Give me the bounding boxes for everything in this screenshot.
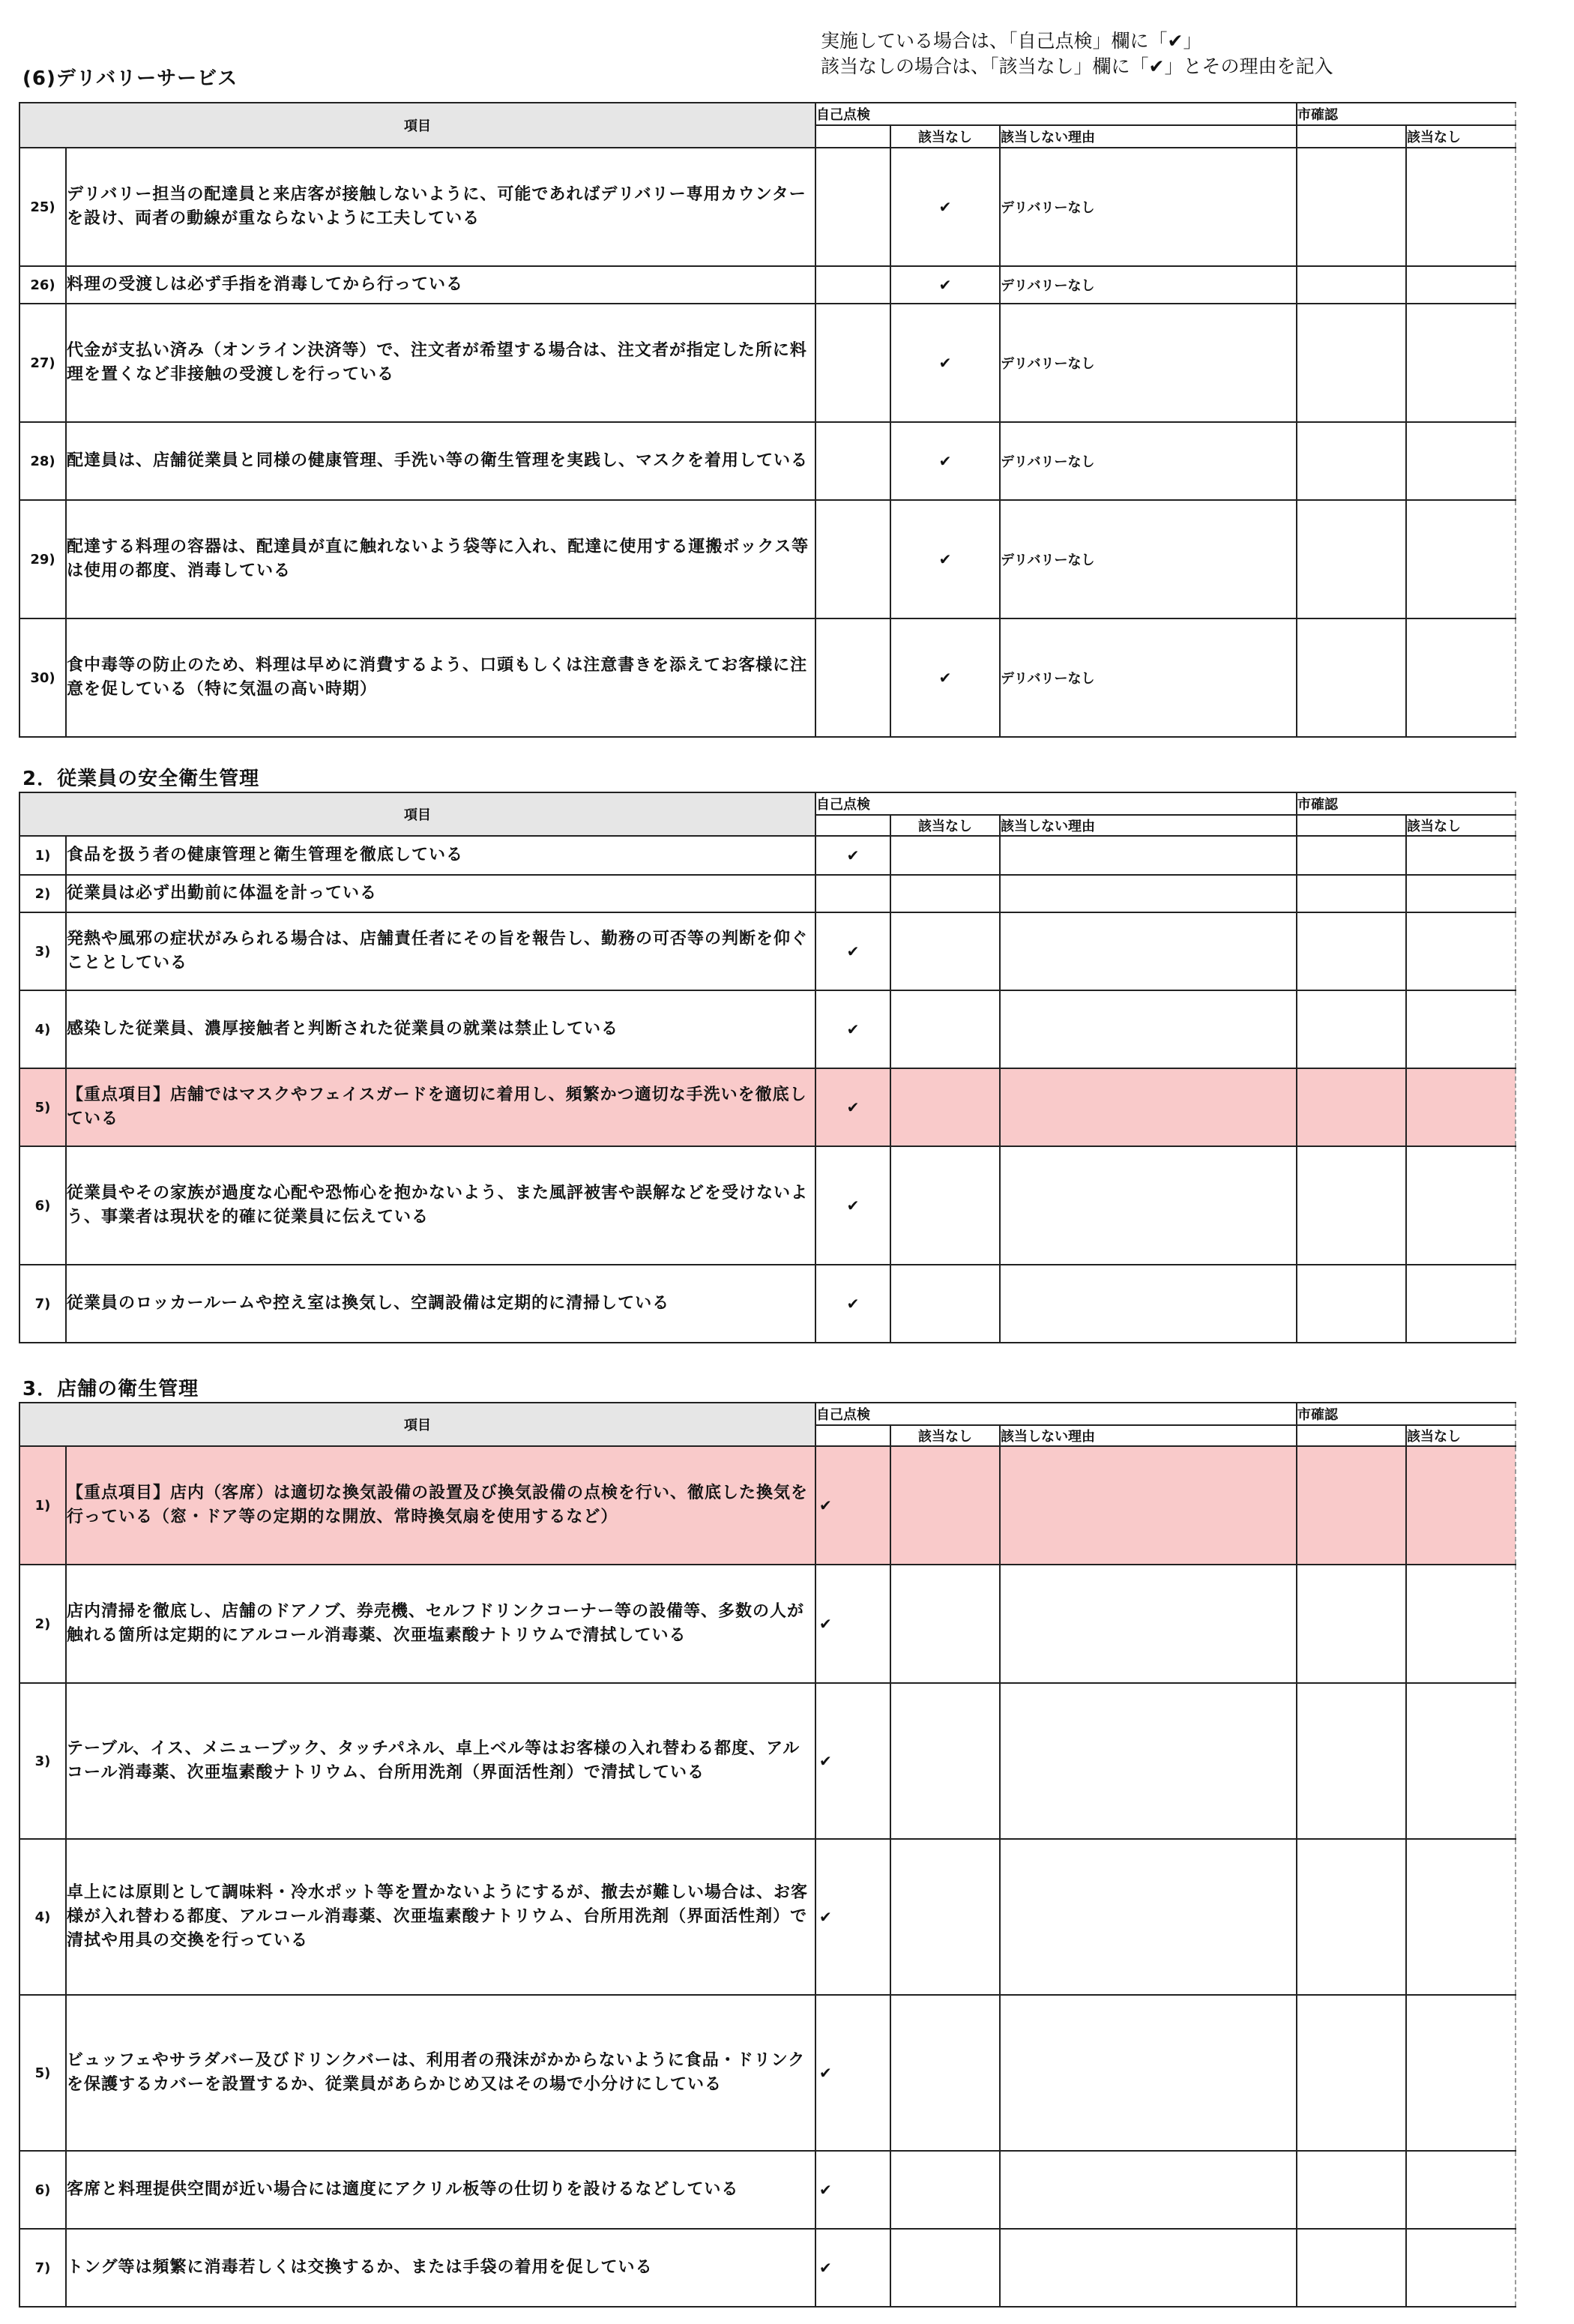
checklist-row xyxy=(19,2151,1516,2229)
city-not-applicable-header: 該当なし xyxy=(1406,1425,1516,1446)
item-text: 従業員のロッカールームや控え室は換気し、空調設備は定期的に清掃している xyxy=(66,1265,815,1343)
reason-cell[interactable] xyxy=(1000,2229,1297,2307)
item-text: 感染した従業員、濃厚接触者と判断された従業員の就業は禁止している xyxy=(66,990,815,1068)
instruction-note xyxy=(821,28,1333,79)
city-check-cell[interactable] xyxy=(1297,148,1406,266)
reason-cell[interactable]: デリバリーなし xyxy=(1000,500,1297,618)
city-not-applicable-cell[interactable] xyxy=(1406,304,1516,422)
not-applicable-cell[interactable] xyxy=(890,875,1000,912)
city-not-applicable-cell[interactable] xyxy=(1406,1068,1516,1146)
item-text: 客席と料理提供空間が近い場合には適度にアクリル板等の仕切りを設けるなどしている xyxy=(66,2151,815,2229)
item-text: 食中毒等の防止のため、料理は早めに消費するよう、口頭もしくは注意書きを添えてお客様に注意を促している（特に気温の高い時期） xyxy=(66,618,815,737)
reason-header: 該当しない理由 xyxy=(1000,125,1297,148)
self-check-cell[interactable]: ✔ xyxy=(815,1839,890,1995)
reason-cell[interactable] xyxy=(1000,836,1297,875)
section-title-store-hygiene: 3．店舗の衛生管理 xyxy=(22,1378,199,1400)
self-check-cell[interactable]: ✔ xyxy=(815,990,890,1068)
reason-cell[interactable]: デリバリーなし xyxy=(1000,618,1297,737)
reason-cell[interactable]: デリバリーなし xyxy=(1000,266,1297,304)
item-text: テーブル、イス、メニューブック、タッチパネル、卓上ベル等はお客様の入れ替わる都度、アルコール消毒薬、次亜塩素酸ナトリウム、台所用洗剤（界面活性剤）で清拭している xyxy=(66,1683,815,1839)
checklist-row xyxy=(19,1265,1516,1343)
city-check-mark-header xyxy=(1297,1425,1406,1446)
item-text: 【重点項目】店舗ではマスクやフェイスガードを適切に着用し、頻繁かつ適切な手洗いを徹底している xyxy=(66,1068,815,1146)
section-title-staff-hygiene: 2．従業員の安全衛生管理 xyxy=(22,768,260,790)
item-column-header: 項目 xyxy=(19,792,815,836)
item-text: 配達する料理の容器は、配達員が直に触れないよう袋等に入れ、配達に使用する運搬ボックス等は使用の都度、消毒している xyxy=(66,500,815,618)
checklist-row xyxy=(19,618,1516,737)
item-number: 4) xyxy=(19,990,66,1068)
checklist-row xyxy=(19,1446,1516,1565)
city-not-applicable-cell[interactable] xyxy=(1406,912,1516,990)
not-applicable-cell[interactable] xyxy=(890,836,1000,875)
self-check-mark-header xyxy=(815,1425,890,1446)
item-text: 発熱や風邪の症状がみられる場合は、店舗責任者にその旨を報告し、勤務の可否等の判断を仰ぐこととしている xyxy=(66,912,815,990)
not-applicable-cell[interactable] xyxy=(890,1683,1000,1839)
reason-cell[interactable] xyxy=(1000,1446,1297,1565)
checklist-row xyxy=(19,912,1516,990)
city-not-applicable-cell[interactable] xyxy=(1406,1146,1516,1265)
city-not-applicable-cell[interactable] xyxy=(1406,2151,1516,2229)
reason-cell[interactable] xyxy=(1000,1565,1297,1683)
self-check-header: 自己点検 xyxy=(815,1403,1297,1425)
self-check-cell[interactable]: ✔ xyxy=(815,2151,890,2229)
checklist-row xyxy=(19,148,1516,266)
checklist-row xyxy=(19,1565,1516,1683)
self-check-cell[interactable]: ✔ xyxy=(815,1446,890,1565)
not-applicable-header: 該当なし xyxy=(890,1425,1000,1446)
city-not-applicable-cell[interactable] xyxy=(1406,266,1516,304)
not-applicable-cell[interactable]: ✔ xyxy=(890,422,1000,500)
not-applicable-cell[interactable] xyxy=(890,1995,1000,2151)
checklist-row xyxy=(19,304,1516,422)
city-check-cell[interactable] xyxy=(1297,1565,1406,1683)
reason-header: 該当しない理由 xyxy=(1000,1425,1297,1446)
reason-cell[interactable] xyxy=(1000,1995,1297,2151)
city-not-applicable-cell[interactable] xyxy=(1406,500,1516,618)
city-check-cell[interactable] xyxy=(1297,304,1406,422)
item-number: 7) xyxy=(19,1265,66,1343)
city-check-header: 市確認 xyxy=(1297,1403,1516,1425)
reason-cell[interactable] xyxy=(1000,2151,1297,2229)
item-number: 1) xyxy=(19,836,66,875)
self-check-cell[interactable]: ✔ xyxy=(815,1565,890,1683)
city-check-cell[interactable] xyxy=(1297,2229,1406,2307)
city-check-cell[interactable] xyxy=(1297,266,1406,304)
reason-header: 該当しない理由 xyxy=(1000,815,1297,836)
item-number: 2) xyxy=(19,1565,66,1683)
checklist-row xyxy=(19,422,1516,500)
not-applicable-cell[interactable]: ✔ xyxy=(890,266,1000,304)
item-text: デリバリー担当の配達員と来店客が接触しないように、可能であればデリバリー専用カウンターを設け、両者の動線が重ならないように工夫している xyxy=(66,148,815,266)
self-check-cell[interactable] xyxy=(815,304,890,422)
item-text: 【重点項目】店内（客席）は適切な換気設備の設置及び換気設備の点検を行い、徹底した換気を行っている（窓・ドア等の定期的な開放、常時換気扇を使用するなど） xyxy=(66,1446,815,1565)
self-check-cell[interactable]: ✔ xyxy=(815,912,890,990)
item-number: 26) xyxy=(19,266,66,304)
reason-cell[interactable] xyxy=(1000,912,1297,990)
item-number: 27) xyxy=(19,304,66,422)
self-check-cell[interactable] xyxy=(815,266,890,304)
not-applicable-cell[interactable] xyxy=(890,990,1000,1068)
item-column-header: 項目 xyxy=(19,103,815,148)
city-check-cell[interactable] xyxy=(1297,1068,1406,1146)
checklist-table-delivery xyxy=(19,102,1516,738)
item-text: 配達員は、店舗従業員と同様の健康管理、手洗い等の衛生管理を実践し、マスクを着用している xyxy=(66,422,815,500)
self-check-cell[interactable] xyxy=(815,500,890,618)
self-check-header: 自己点検 xyxy=(815,792,1297,815)
self-check-cell[interactable]: ✔ xyxy=(815,836,890,875)
city-not-applicable-cell[interactable] xyxy=(1406,990,1516,1068)
item-number: 4) xyxy=(19,1839,66,1995)
city-check-cell[interactable] xyxy=(1297,422,1406,500)
self-check-cell[interactable]: ✔ xyxy=(815,1265,890,1343)
self-check-mark-header xyxy=(815,125,890,148)
checklist-row xyxy=(19,1146,1516,1265)
city-check-header: 市確認 xyxy=(1297,792,1516,815)
not-applicable-header: 該当なし xyxy=(890,125,1000,148)
self-check-cell[interactable] xyxy=(815,618,890,737)
checklist-row xyxy=(19,2229,1516,2307)
checklist-row xyxy=(19,266,1516,304)
not-applicable-cell[interactable]: ✔ xyxy=(890,304,1000,422)
reason-cell[interactable] xyxy=(1000,1265,1297,1343)
reason-cell[interactable] xyxy=(1000,1839,1297,1995)
reason-cell[interactable] xyxy=(1000,1683,1297,1839)
not-applicable-cell[interactable] xyxy=(890,1068,1000,1146)
checklist-row xyxy=(19,836,1516,875)
city-check-cell[interactable] xyxy=(1297,912,1406,990)
checklist-row xyxy=(19,1683,1516,1839)
checklist-row xyxy=(19,990,1516,1068)
item-column-header: 項目 xyxy=(19,1403,815,1446)
city-not-applicable-cell[interactable] xyxy=(1406,1446,1516,1565)
item-text: 食品を扱う者の健康管理と衛生管理を徹底している xyxy=(66,836,815,875)
section-title-delivery: (6)デリバリーサービス xyxy=(22,67,238,90)
not-applicable-cell[interactable]: ✔ xyxy=(890,618,1000,737)
item-number: 30) xyxy=(19,618,66,737)
city-check-mark-header xyxy=(1297,815,1406,836)
city-not-applicable-cell[interactable] xyxy=(1406,1265,1516,1343)
checklist-table-store-hygiene xyxy=(19,1402,1516,2308)
city-check-cell[interactable] xyxy=(1297,500,1406,618)
self-check-cell[interactable] xyxy=(815,148,890,266)
city-check-cell[interactable] xyxy=(1297,990,1406,1068)
city-not-applicable-cell[interactable] xyxy=(1406,1683,1516,1839)
item-number: 5) xyxy=(19,1995,66,2151)
item-text: ビュッフェやサラダバー及びドリンクバーは、利用者の飛沫がかからないように食品・ドリンクを保護するカバーを設置するか、従業員があらかじめ又はその場で小分けにしている xyxy=(66,1995,815,2151)
reason-cell[interactable] xyxy=(1000,1068,1297,1146)
city-not-applicable-cell[interactable] xyxy=(1406,148,1516,266)
not-applicable-cell[interactable] xyxy=(890,912,1000,990)
city-check-cell[interactable] xyxy=(1297,1683,1406,1839)
city-not-applicable-cell[interactable] xyxy=(1406,2229,1516,2307)
item-number: 28) xyxy=(19,422,66,500)
not-applicable-cell[interactable] xyxy=(890,1565,1000,1683)
checklist-row xyxy=(19,875,1516,912)
self-check-cell[interactable] xyxy=(815,875,890,912)
item-text: 従業員やその家族が過度な心配や恐怖心を抱かないよう、また風評被害や誤解などを受けないよう、事業者は現状を的確に従業員に伝えている xyxy=(66,1146,815,1265)
not-applicable-cell[interactable] xyxy=(890,2229,1000,2307)
item-number: 1) xyxy=(19,1446,66,1565)
city-not-applicable-header: 該当なし xyxy=(1406,815,1516,836)
item-number: 5) xyxy=(19,1068,66,1146)
not-applicable-cell[interactable] xyxy=(890,1265,1000,1343)
city-check-cell[interactable] xyxy=(1297,1446,1406,1565)
not-applicable-cell[interactable] xyxy=(890,2151,1000,2229)
city-not-applicable-cell[interactable] xyxy=(1406,422,1516,500)
item-text: 代金が支払い済み（オンライン決済等）で、注文者が希望する場合は、注文者が指定した所に料理を置くなど非接触の受渡しを行っている xyxy=(66,304,815,422)
reason-cell[interactable]: デリバリーなし xyxy=(1000,422,1297,500)
city-not-applicable-cell[interactable] xyxy=(1406,1565,1516,1683)
checklist-row xyxy=(19,1995,1516,2151)
self-check-cell[interactable]: ✔ xyxy=(815,1683,890,1839)
city-check-cell[interactable] xyxy=(1297,2151,1406,2229)
reason-cell[interactable]: デリバリーなし xyxy=(1000,148,1297,266)
item-text: 店内清掃を徹底し、店舗のドアノブ、券売機、セルフドリンクコーナー等の設備等、多数の人が触れる箇所は定期的にアルコール消毒薬、次亜塩素酸ナトリウムで清拭している xyxy=(66,1565,815,1683)
self-check-cell[interactable] xyxy=(815,422,890,500)
city-check-cell[interactable] xyxy=(1297,875,1406,912)
not-applicable-cell[interactable] xyxy=(890,1146,1000,1265)
city-not-applicable-cell[interactable] xyxy=(1406,618,1516,737)
city-not-applicable-cell[interactable] xyxy=(1406,1839,1516,1995)
self-check-mark-header xyxy=(815,815,890,836)
reason-cell[interactable] xyxy=(1000,1146,1297,1265)
city-check-cell[interactable] xyxy=(1297,1265,1406,1343)
self-check-cell[interactable]: ✔ xyxy=(815,1995,890,2151)
item-number: 3) xyxy=(19,912,66,990)
item-number: 7) xyxy=(19,2229,66,2307)
item-number: 6) xyxy=(19,2151,66,2229)
reason-cell[interactable]: デリバリーなし xyxy=(1000,304,1297,422)
city-not-applicable-cell[interactable] xyxy=(1406,836,1516,875)
checklist-row xyxy=(19,1068,1516,1146)
instruction-line-1: 実施している場合は、「自己点検」欄に「✔」 xyxy=(821,30,1202,52)
city-check-cell[interactable] xyxy=(1297,836,1406,875)
not-applicable-cell[interactable] xyxy=(890,1839,1000,1995)
checklist-table-staff-hygiene xyxy=(19,792,1516,1343)
not-applicable-cell[interactable]: ✔ xyxy=(890,148,1000,266)
reason-cell[interactable] xyxy=(1000,990,1297,1068)
city-check-cell[interactable] xyxy=(1297,1146,1406,1265)
self-check-cell[interactable]: ✔ xyxy=(815,1068,890,1146)
city-not-applicable-header: 該当なし xyxy=(1406,125,1516,148)
item-number: 6) xyxy=(19,1146,66,1265)
city-check-cell[interactable] xyxy=(1297,1995,1406,2151)
not-applicable-cell[interactable] xyxy=(890,1446,1000,1565)
self-check-cell[interactable]: ✔ xyxy=(815,2229,890,2307)
item-text: 従業員は必ず出勤前に体温を計っている xyxy=(66,875,815,912)
item-number: 25) xyxy=(19,148,66,266)
item-text: 卓上には原則として調味料・冷水ポット等を置かないようにするが、撤去が難しい場合は、お客様が入れ替わる都度、アルコール消毒薬、次亜塩素酸ナトリウム、台所用洗剤（界面活性剤）で清拭や用具の交換を行っている xyxy=(66,1839,815,1995)
item-number: 2) xyxy=(19,875,66,912)
city-check-header: 市確認 xyxy=(1297,103,1516,125)
city-check-mark-header xyxy=(1297,125,1406,148)
item-text: トング等は頻繁に消毒若しくは交換するか、または手袋の着用を促している xyxy=(66,2229,815,2307)
self-check-cell[interactable]: ✔ xyxy=(815,1146,890,1265)
not-applicable-cell[interactable]: ✔ xyxy=(890,500,1000,618)
reason-cell[interactable] xyxy=(1000,875,1297,912)
city-not-applicable-cell[interactable] xyxy=(1406,1995,1516,2151)
city-check-cell[interactable] xyxy=(1297,618,1406,737)
checklist-row xyxy=(19,1839,1516,1995)
self-check-header: 自己点検 xyxy=(815,103,1297,125)
instruction-line-2: 該当なしの場合は、「該当なし」欄に「✔」とその理由を記入 xyxy=(821,55,1333,77)
item-text: 料理の受渡しは必ず手指を消毒してから行っている xyxy=(66,266,815,304)
city-check-cell[interactable] xyxy=(1297,1839,1406,1995)
city-not-applicable-cell[interactable] xyxy=(1406,875,1516,912)
not-applicable-header: 該当なし xyxy=(890,815,1000,836)
item-number: 29) xyxy=(19,500,66,618)
item-number: 3) xyxy=(19,1683,66,1839)
checklist-row xyxy=(19,500,1516,618)
